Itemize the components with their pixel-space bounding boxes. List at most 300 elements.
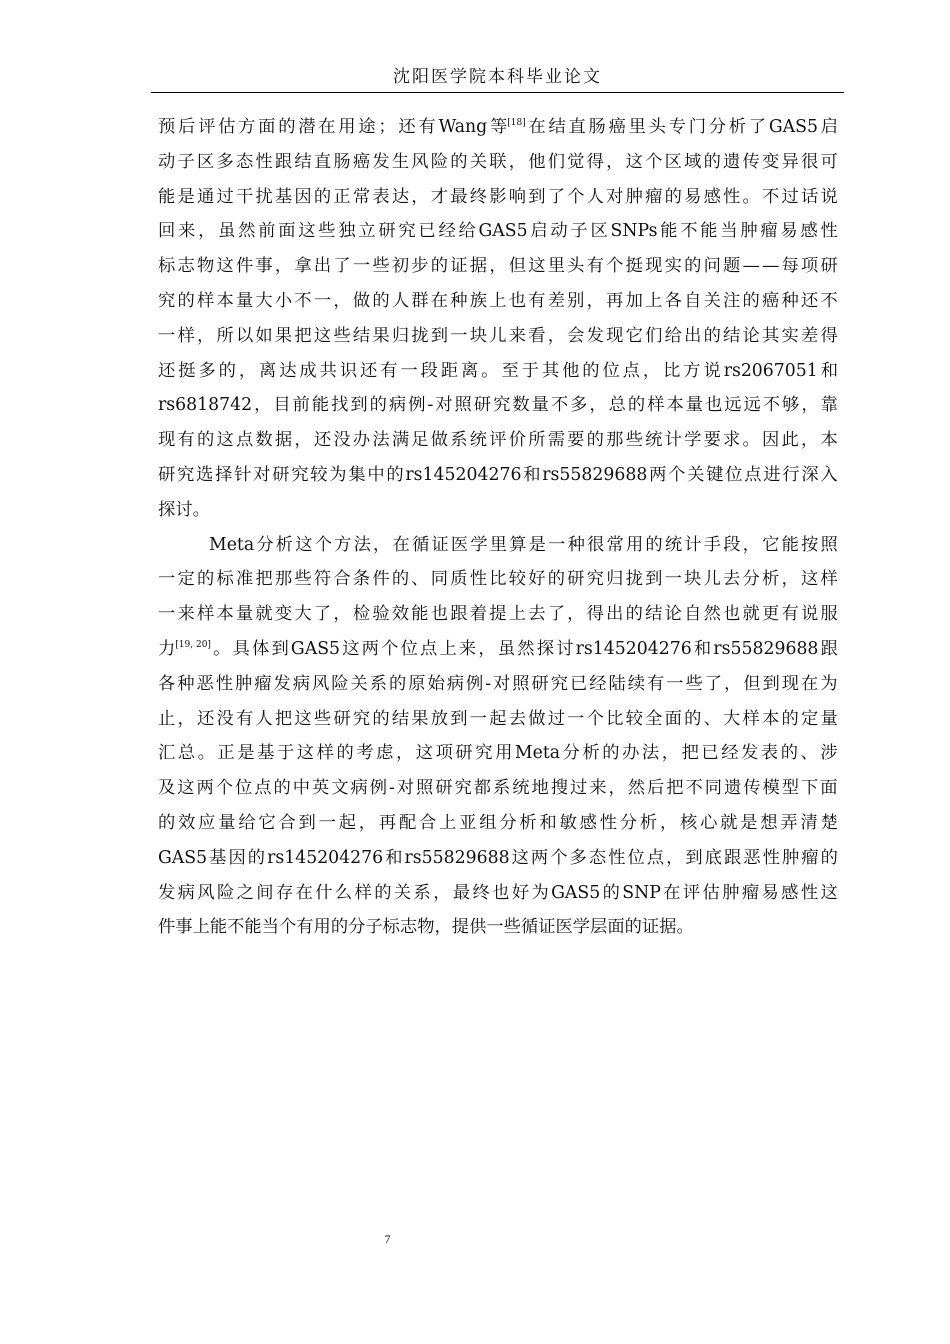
text-token: 就 — [742, 604, 760, 625]
text-token: 就 — [255, 604, 273, 625]
text-token: 动 — [550, 221, 568, 242]
text-token: 及 — [158, 778, 176, 799]
text-token: 满 — [391, 430, 410, 451]
text-token: 其 — [541, 360, 560, 381]
text-token: 应 — [198, 813, 216, 833]
text-token: 更 — [762, 604, 780, 625]
text-token: 才 — [430, 186, 449, 207]
text-token: 、 — [411, 569, 429, 590]
text-token: 得 — [586, 604, 604, 625]
text-token: 检 — [352, 604, 371, 625]
text-token: 影 — [489, 186, 507, 207]
text-token: 来 — [589, 778, 607, 799]
text-token: 远 — [743, 395, 761, 416]
text-token: 对 — [493, 673, 511, 694]
text-token: 预 — [158, 117, 176, 137]
text-token: 挺 — [625, 256, 643, 277]
text-token: 究 — [177, 465, 195, 485]
text-token: 还 — [398, 117, 416, 137]
text-token: 在 — [801, 673, 819, 694]
text-token: 族 — [469, 291, 488, 311]
text-token: 数 — [512, 395, 530, 416]
text-token: 来 — [508, 325, 527, 346]
text-token: 但 — [508, 256, 527, 277]
text-token: 一 — [664, 569, 682, 590]
text-token: 步 — [411, 256, 429, 277]
text-token: 易 — [761, 882, 779, 903]
text-token: 于 — [276, 743, 295, 764]
text-token: 研 — [567, 569, 585, 590]
text-token: 照 — [454, 395, 472, 416]
text-token: 传 — [742, 151, 760, 172]
text-token: 恶 — [743, 847, 761, 868]
text-token: 据 — [469, 256, 488, 277]
text-token: 态 — [588, 847, 607, 868]
text-token: 量 — [235, 604, 254, 625]
text-token: 跟 — [274, 151, 293, 172]
text-token: 和 — [693, 639, 712, 659]
text-token: 直 — [568, 117, 586, 137]
text-token: 做 — [430, 430, 449, 451]
text-token: 比 — [663, 360, 681, 381]
text-token: 这 — [313, 325, 332, 346]
text-token: 究 — [352, 708, 371, 729]
text-token: GAS5 — [290, 639, 341, 659]
text-token: 他 — [528, 151, 546, 172]
text-line — [158, 319, 838, 353]
text-token: 现 — [781, 673, 800, 694]
text-token: 结 — [352, 325, 371, 346]
text-token: 研 — [333, 708, 351, 729]
text-token: 一 — [400, 360, 418, 381]
text-token: 还 — [158, 360, 176, 381]
text-token: 的 — [374, 882, 392, 903]
text-token: 位 — [627, 847, 645, 868]
text-token: 多 — [216, 151, 234, 172]
text-token: 总 — [177, 743, 196, 764]
text-token: 可 — [820, 151, 838, 172]
text-token: 进 — [763, 465, 781, 485]
text-token: 最 — [450, 186, 468, 207]
text-token: 集 — [348, 465, 366, 485]
text-token: 始 — [427, 673, 445, 694]
text-token: 给 — [238, 813, 256, 833]
text-token: 能 — [700, 221, 718, 242]
text-token: 表 — [372, 186, 390, 207]
text-token: 析 — [582, 743, 600, 764]
text-token: 不 — [685, 778, 703, 799]
text-token: 深 — [801, 465, 819, 485]
text-token: 拢 — [625, 569, 643, 590]
text-token: 学 — [470, 534, 488, 555]
text-token: 标 — [216, 569, 234, 590]
text-token: 好 — [528, 569, 546, 590]
text-token: 病 — [446, 673, 465, 694]
text-token: 位 — [400, 639, 418, 659]
text-token: 的 — [389, 673, 407, 694]
text-line — [158, 284, 838, 318]
text-token: 究 — [454, 778, 472, 799]
text-token: 正 — [217, 743, 235, 764]
text-token: 肿 — [625, 186, 643, 207]
text-token: 没 — [216, 708, 234, 729]
text-token: 了 — [547, 186, 565, 207]
text-token: 的 — [372, 708, 390, 729]
text-segment: 件事上能不能当个有用的分子标志物，提供一些循证医学层面的证据。 — [158, 917, 694, 938]
text-line — [209, 528, 838, 562]
text-token: 了 — [704, 673, 723, 694]
text-token: 择 — [215, 465, 233, 485]
text-token: 些 — [313, 708, 332, 729]
text-token: 差 — [547, 291, 565, 311]
text-token: 大 — [294, 604, 312, 625]
text-token: 差 — [800, 325, 819, 346]
text-line — [158, 214, 838, 248]
text-token: 都 — [473, 778, 492, 799]
text-token: 敏 — [559, 813, 577, 833]
text-line — [158, 771, 838, 805]
text-token: ， — [742, 534, 760, 555]
text-token: rs55829688 — [404, 847, 510, 868]
text-token: ， — [666, 847, 684, 868]
text-token: 究 — [493, 395, 511, 416]
text-token: 入 — [820, 465, 838, 485]
text-token: 用 — [338, 117, 356, 137]
text-token: 估 — [218, 117, 236, 137]
text-token: 没 — [333, 430, 351, 451]
text-token: 人 — [586, 186, 604, 207]
text-token: 发 — [586, 325, 604, 346]
text-token: 所 — [216, 325, 234, 346]
text-token: 。 — [213, 639, 231, 659]
text-line — [158, 841, 838, 875]
text-token: 。 — [481, 360, 499, 381]
text-token: 这 — [177, 778, 195, 799]
text-token: 自 — [684, 604, 702, 625]
text-token: 全 — [645, 708, 663, 729]
text-token: 的 — [742, 291, 760, 311]
text-token: 陆 — [608, 673, 626, 694]
text-token: 心 — [700, 813, 718, 833]
text-line — [158, 388, 838, 422]
text-token: 照 — [820, 534, 838, 555]
text-token: 的 — [177, 291, 195, 311]
text-token: 做 — [528, 708, 546, 729]
text-token: 一 — [567, 708, 585, 729]
text-token: 种 — [567, 534, 585, 555]
text-token: 么 — [334, 882, 353, 903]
text-token: 区 — [590, 221, 608, 242]
text-token: 析 — [275, 534, 294, 555]
text-line — [158, 458, 838, 492]
text-token: 究 — [550, 673, 569, 694]
text-token: 虽 — [497, 639, 516, 659]
text-token: 发 — [273, 673, 291, 694]
text-token: 然 — [627, 778, 646, 799]
text-token: 态 — [235, 151, 254, 172]
text-token: 癌 — [608, 117, 626, 137]
text-token: 量 — [531, 395, 549, 416]
text-token: 去 — [528, 604, 546, 625]
text-token: 块 — [684, 569, 702, 590]
text-token: 经 — [438, 221, 456, 242]
text-token: 到 — [685, 847, 703, 868]
text-token: 已 — [701, 743, 719, 764]
text-token: 析 — [519, 813, 537, 833]
text-token: 型 — [781, 778, 800, 799]
text-token: 办 — [622, 743, 640, 764]
text-token: 如 — [255, 325, 273, 346]
text-token: 虽 — [218, 221, 236, 242]
text-token: 研 — [378, 221, 396, 242]
text-token: — — [742, 256, 760, 277]
text-token: 靠 — [820, 395, 838, 416]
text-token: ， — [800, 430, 819, 451]
text-token: 感 — [579, 813, 597, 833]
text-token: 易 — [780, 221, 798, 242]
text-token: 点 — [622, 360, 640, 381]
text-token: 放 — [430, 708, 449, 729]
text-token: 一 — [666, 673, 684, 694]
text-token: 拿 — [294, 256, 312, 277]
text-token: 那 — [606, 430, 624, 451]
text-token: 别 — [567, 291, 585, 311]
text-token: 已 — [418, 221, 436, 242]
text-token: Wang — [438, 117, 488, 137]
text-token: 分 — [562, 743, 580, 764]
text-token: 基 — [257, 743, 275, 764]
text-token: 办 — [352, 430, 371, 451]
text-token: 得 — [820, 325, 838, 346]
text-token: 的 — [391, 569, 410, 590]
text-token: 启 — [820, 117, 838, 137]
text-token: 响 — [508, 186, 527, 207]
text-token: 异 — [781, 151, 799, 172]
text-token: 病 — [177, 882, 195, 903]
text-token: 找 — [331, 395, 349, 416]
text-token: 方 — [683, 360, 701, 381]
text-token: 个 — [550, 847, 568, 868]
text-token: 所 — [528, 430, 546, 451]
text-token: 也 — [492, 882, 510, 903]
text-token: 风 — [197, 882, 215, 903]
text-token: 问 — [703, 256, 721, 277]
text-token: 个 — [645, 151, 663, 172]
text-token: 因 — [294, 186, 312, 207]
text-token: ， — [724, 673, 742, 694]
page-number: 7 — [384, 1232, 391, 1246]
text-token: 地 — [531, 778, 549, 799]
text-token: 里 — [489, 534, 508, 555]
text-token: 统 — [469, 430, 488, 451]
text-token: 瘤 — [645, 186, 663, 207]
text-token: ， — [333, 604, 351, 625]
text-token: 实 — [781, 325, 799, 346]
text-token: 在 — [430, 291, 449, 311]
text-token: 在 — [392, 534, 410, 555]
text-token: 多 — [570, 395, 588, 416]
text-token: 点 — [646, 847, 665, 868]
text-token: 有 — [647, 673, 665, 694]
text-token: 中 — [367, 465, 385, 485]
text-token: 能 — [781, 534, 799, 555]
text-token: 发 — [158, 882, 176, 903]
text-token: 分 — [619, 813, 638, 833]
text-token: 它 — [258, 813, 276, 833]
text-token: 好 — [511, 882, 530, 903]
text-token: 病 — [350, 778, 368, 799]
text-token: 个 — [606, 256, 624, 277]
text-token: 联 — [489, 151, 507, 172]
text-token: 性 — [820, 221, 838, 242]
text-token: ， — [606, 151, 624, 172]
text-token: 个 — [314, 534, 332, 555]
text-token: 肠 — [588, 117, 606, 137]
text-token: 下 — [801, 778, 819, 799]
text-line — [158, 145, 838, 179]
text-token: 儿 — [489, 325, 507, 346]
text-token: 的 — [336, 743, 354, 764]
text-token: 样 — [316, 743, 334, 764]
text-token: 它 — [625, 325, 643, 346]
text-line — [158, 423, 838, 457]
text-token: 评 — [489, 430, 507, 451]
text-token: 立 — [358, 221, 376, 242]
text-token: 效 — [391, 604, 410, 625]
text-token: ， — [433, 882, 451, 903]
text-token: 拢 — [411, 325, 429, 346]
text-token: 经 — [589, 673, 607, 694]
text-token: 系 — [413, 882, 431, 903]
text-token: 通 — [196, 186, 215, 207]
text-token: ， — [198, 221, 216, 242]
text-token: 验 — [372, 604, 390, 625]
text-token: 对 — [606, 186, 624, 207]
text-token: 病 — [388, 395, 407, 416]
text-token: 原 — [408, 673, 426, 694]
text-token: 这 — [296, 743, 315, 764]
text-token: 照 — [416, 778, 434, 799]
text-token: 到 — [645, 569, 663, 590]
text-token: 到 — [298, 813, 316, 833]
text-token: 的 — [247, 847, 266, 868]
text-token: 一 — [450, 325, 468, 346]
text-token: 力[19, 20] — [158, 639, 211, 659]
text-segment: 探讨。 — [158, 499, 210, 520]
text-line — [158, 597, 838, 631]
text-token: 现 — [606, 325, 624, 346]
text-token: 瘤 — [760, 221, 778, 242]
text-token: 学 — [684, 430, 702, 451]
text-token: 是 — [528, 534, 546, 555]
text-token: 。 — [742, 186, 760, 207]
text-token: 不 — [680, 221, 698, 242]
text-token: 评 — [198, 117, 216, 137]
text-token: 里 — [547, 256, 565, 277]
text-token: 较 — [508, 569, 527, 590]
text-token: ， — [489, 256, 507, 277]
text-token: 的 — [627, 395, 646, 416]
text-token: 的 — [196, 430, 215, 451]
text-token: 群 — [411, 291, 429, 311]
text-token: 选 — [196, 465, 214, 485]
text-token: 归 — [391, 325, 410, 346]
text-token: 常 — [606, 534, 624, 555]
text-token: 段 — [420, 360, 438, 381]
text-token: 。 — [742, 430, 760, 451]
text-token: 、 — [703, 708, 721, 729]
text-token: 样 — [177, 325, 195, 346]
text-token: Meta — [209, 534, 255, 555]
text-token: 也 — [430, 604, 449, 625]
text-token: 本 — [216, 604, 234, 625]
text-line — [158, 806, 838, 840]
text-token: 果 — [372, 325, 390, 346]
text-token: 以 — [235, 325, 254, 346]
text-token: 面 — [820, 778, 838, 799]
text-token: 定 — [177, 569, 195, 590]
text-token: 在 — [528, 117, 546, 137]
text-token: 各 — [664, 291, 682, 311]
text-token: 英 — [312, 778, 330, 799]
text-token: 加 — [625, 291, 643, 311]
text-token: 域 — [684, 151, 702, 172]
text-token: 法 — [641, 743, 660, 764]
text-token: 因 — [762, 430, 780, 451]
text-line — [158, 702, 838, 736]
text-token: 这 — [216, 430, 234, 451]
text-token: 量 — [235, 291, 254, 311]
text-token: 小 — [274, 291, 293, 311]
text-token: 核 — [680, 813, 698, 833]
text-token: 例 — [369, 778, 388, 799]
text-token: 表 — [760, 743, 779, 764]
text-token: 了 — [748, 117, 767, 137]
text-token: 两 — [649, 465, 667, 485]
text-token: 挺 — [178, 360, 196, 381]
text-token: 果 — [411, 708, 429, 729]
text-token: 的 — [684, 708, 702, 729]
text-token: 两 — [196, 778, 214, 799]
text-token: 每 — [781, 256, 799, 277]
text-token: 癌 — [352, 151, 371, 172]
text-token: 的 — [369, 395, 387, 416]
text-token: 话 — [800, 186, 819, 207]
text-token: 点 — [420, 639, 438, 659]
text-token: 识 — [339, 360, 358, 381]
text-token: 把 — [294, 325, 312, 346]
text-token: - — [427, 395, 434, 416]
text-token: GAS5 — [478, 221, 528, 242]
text-token: 个 — [668, 465, 686, 485]
text-token: ， — [659, 813, 678, 833]
text-token: 样 — [354, 882, 372, 903]
text-token: ； — [378, 117, 396, 137]
text-token: 自 — [684, 291, 702, 311]
text-token: 因 — [228, 847, 246, 868]
text-token: 较 — [310, 465, 328, 485]
text-token: 已 — [570, 673, 588, 694]
text-token: 在 — [318, 117, 336, 137]
text-token: 儿 — [703, 569, 721, 590]
text-token: 跟 — [450, 604, 468, 625]
text-token: 直 — [313, 151, 332, 172]
text-token: 在 — [663, 882, 681, 903]
text-token: 合 — [278, 813, 296, 833]
text-token: 底 — [704, 847, 723, 868]
text-token: 符 — [313, 569, 332, 590]
text-token: ， — [177, 708, 195, 729]
